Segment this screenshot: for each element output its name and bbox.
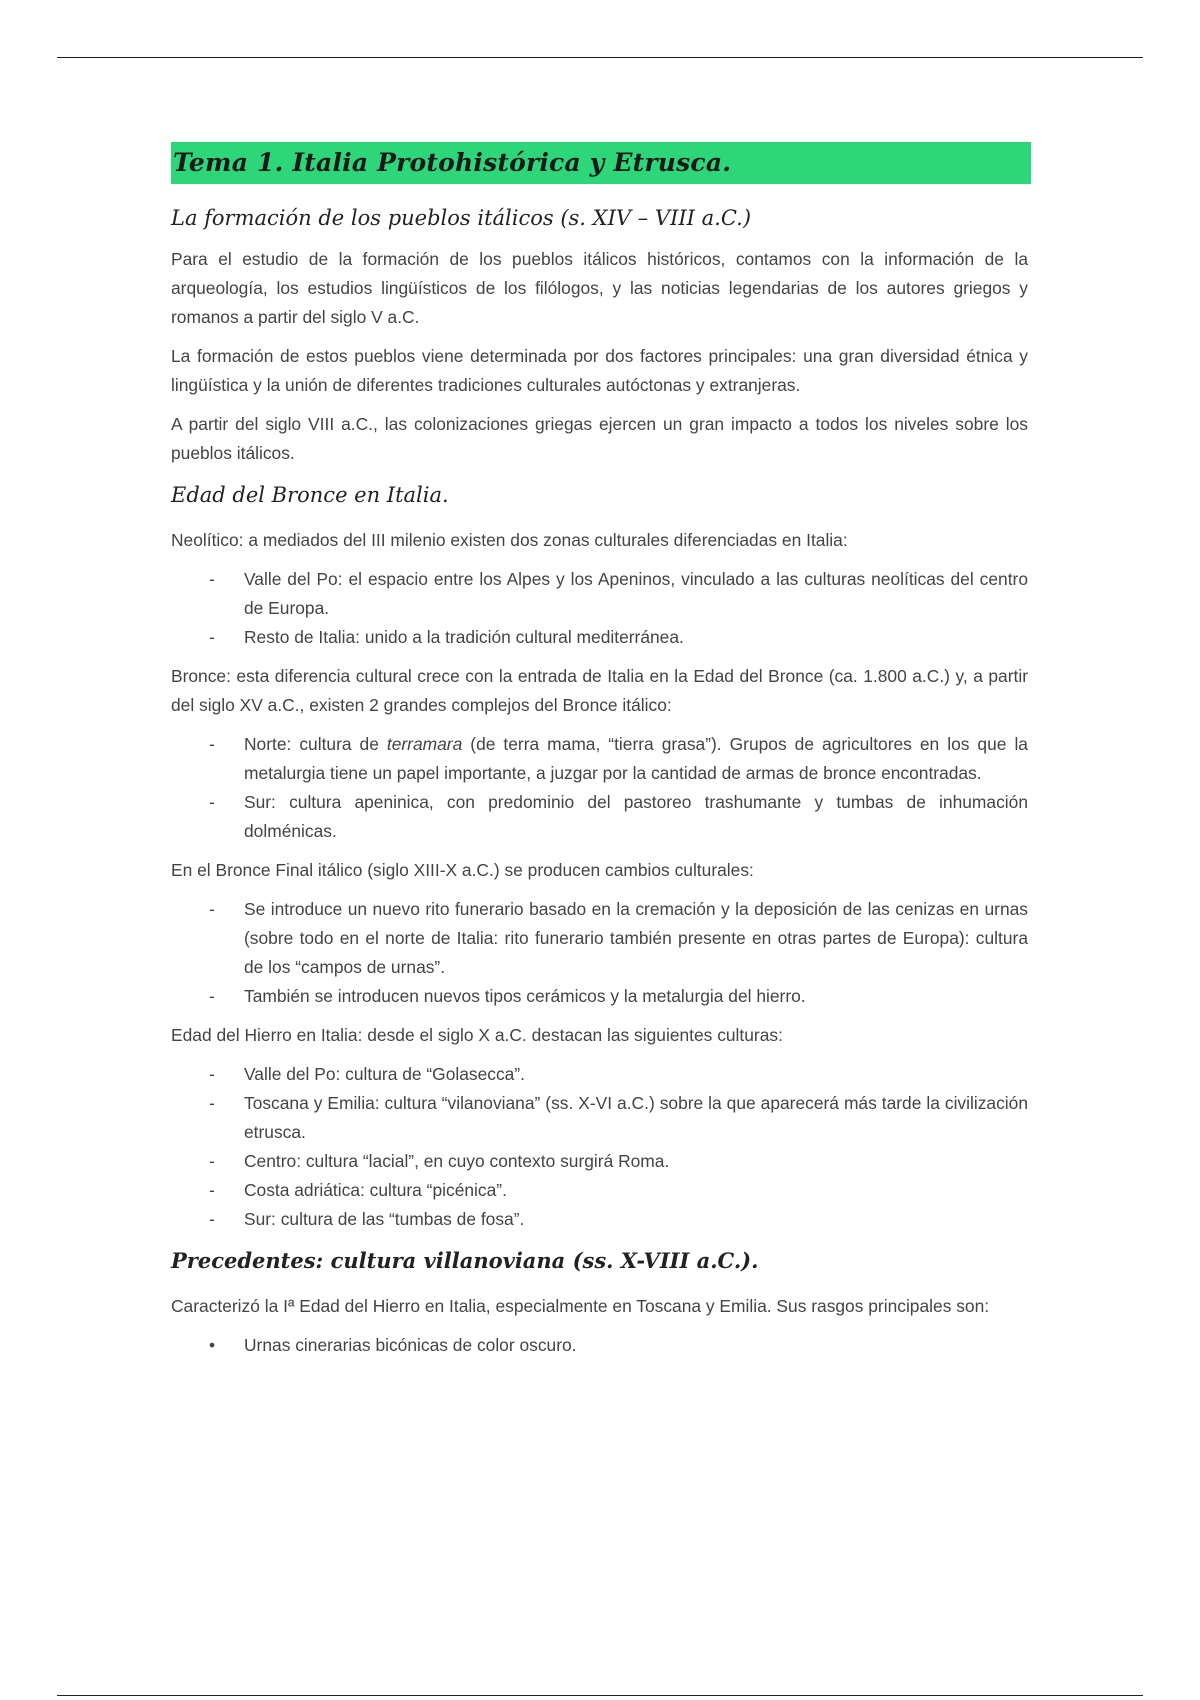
paragraph: Bronce: esta diferencia cultural crece con la entrada de Italia en la Edad del Bronce (ca. 1.800 a.C.) y, a partir del siglo XV a.C., existen 2 grandes complejos del Bronce itálico: [171,666,1028,715]
section-heading-bronce: Edad del Bronce en Italia. [171,483,449,507]
list-item: - Resto de Italia: unido a la tradición cultural mediterránea. [209,627,684,647]
list-item: - Sur: cultura apeninica, con predominio del pastoreo trashumante y tumbas de inhumación dolménicas. [209,792,1028,841]
list-item: - Costa adriática: cultura “picénica”. [209,1180,507,1200]
paragraph: Neolítico: a mediados del III milenio existen dos zonas culturales diferenciadas en Italia: [171,530,848,550]
list-item: - Valle del Po: cultura de “Golasecca”. [209,1064,525,1084]
paragraph: Edad del Hierro en Italia: desde el siglo X a.C. destacan las siguientes culturas: [171,1025,783,1045]
paragraph: Para el estudio de la formación de los pueblos itálicos históricos, contamos con la información de la arqueología, los estudios lingüísticos de los filólogos, y las noticias legendarias de los autores griegos y romanos a partir del siglo V a.C. [171,249,1028,327]
dash-list [171,730,1028,846]
list-item: - Valle del Po: el espacio entre los Alpes y los Apeninos, vinculado a las culturas neolíticas del centro de Europa. [209,569,1028,618]
paragraph: En el Bronce Final itálico (siglo XIII-X a.C.) se producen cambios culturales: [171,860,754,880]
list-item: - Centro: cultura “lacial”, en cuyo contexto surgirá Roma. [209,1151,670,1171]
bullet-list [171,1331,1028,1360]
dash-list [171,895,1028,1011]
paragraph: La formación de estos pueblos viene determinada por dos factores principales: una gran diversidad étnica y lingüística y la unión de diferentes tradiciones culturales autóctonas y extranjeras. [171,346,1028,395]
paragraph: A partir del siglo VIII a.C., las colonizaciones griegas ejercen un gran impacto a todos los niveles sobre los pueblos itálicos. [171,414,1028,463]
list-item: - Toscana y Emilia: cultura “vilanoviana” (ss. X-VI a.C.) sobre la que aparecerá más tarde la civilización etrusca. [209,1093,1028,1142]
footer-rule [57,1695,1143,1696]
list-item: - Se introduce un nuevo rito funerario basado en la cremación y la deposición de las cenizas en urnas (sobre todo en el norte de Italia: rito funerario también presente en otras partes de Europa): cultura de los “campos de urnas”. [209,899,1028,977]
document-body [171,142,1028,1360]
header-rule [57,57,1143,58]
list-item: - Sur: cultura de las “tumbas de fosa”. [209,1209,525,1229]
paragraph: Caracterizó la Iª Edad del Hierro en Italia, especialmente en Toscana y Emilia. Sus rasgos principales son: [171,1296,990,1316]
dash-list [171,1060,1028,1234]
section-heading-pueblos: La formación de los pueblos itálicos (s. XIV – VIII a.C.) [171,206,752,230]
section-heading-villanoviana: Precedentes: cultura villanoviana (ss. X-VIII a.C.). [171,1248,759,1273]
list-item: • Urnas cinerarias bicónicas de color oscuro. [209,1335,577,1355]
list-item: - Norte: cultura de terramara (de terra mama, “tierra grasa”). Grupos de agricultores en los que la metalurgia tiene un papel importante, a juzgar por la cantidad de armas de bronce encontradas. [209,734,1028,783]
page-title: Tema 1. Italia Protohistórica y Etrusca. [171,142,1031,184]
dash-list [171,565,1028,652]
term-italic: terramara [386,734,463,754]
list-item: - También se introducen nuevos tipos cerámicos y la metalurgia del hierro. [209,986,806,1006]
